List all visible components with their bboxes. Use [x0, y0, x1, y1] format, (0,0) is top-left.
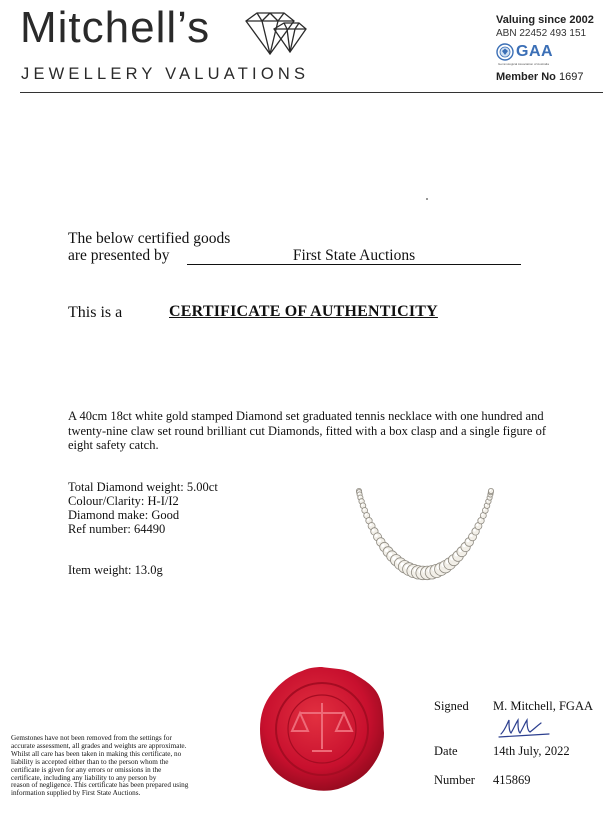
speck: [426, 198, 428, 200]
member-number: [496, 71, 596, 84]
wax-seal-icon: [258, 665, 386, 793]
stone-highlight: [476, 524, 478, 526]
disclaimer: [11, 735, 236, 798]
necklace-stones: [356, 488, 493, 579]
stone-highlight: [381, 544, 384, 547]
presenter-name: First State Auctions: [187, 247, 521, 265]
item-description: A 40cm 18ct white gold stamped Diamond set graduated tennis necklace with one hundred and twenty-nine claw set round brilliant cut Diamonds, fitted with a box clasp and a single figure of eight safety catch.: [68, 409, 547, 452]
signed-value: M. Mitchell, FGAA: [493, 699, 593, 713]
disclaimer-line: accurate assessment, all grades and weights are approximate.: [11, 741, 187, 750]
member-label: Member No: [496, 71, 556, 83]
date-label: Date: [434, 744, 458, 758]
stone-highlight: [483, 509, 485, 511]
gaa-emblem-icon: [496, 43, 514, 61]
stone-highlight: [369, 524, 371, 526]
member-value: 1697: [558, 71, 584, 83]
item-weight: Item weight: 13.0g: [68, 563, 163, 577]
stone-highlight: [470, 534, 473, 537]
stone-highlight: [359, 496, 361, 498]
disclaimer-line: Gemstones have not been removed from the settings for: [11, 734, 172, 742]
presented-by-label: are presented by: [68, 247, 170, 264]
colour-clarity: Colour/Clarity: H-I/I2: [68, 494, 179, 508]
number-value: 415869: [493, 773, 531, 787]
certified-goods-line: The below certified goods: [68, 230, 231, 247]
valuing-since: Valuing since 2002: [496, 14, 594, 26]
gaa-tagline: Gemmological Association of Australia: [498, 62, 549, 66]
disclaimer-line: information supplied by First State Auctions.: [11, 789, 141, 798]
brand-subtitle: JEWELLERY VALUATIONS: [21, 65, 310, 83]
number-label: Number: [434, 773, 475, 787]
stone-highlight: [466, 539, 469, 542]
diamond-logo-icon: [244, 12, 308, 56]
stone-highlight: [360, 500, 362, 502]
stone-highlight: [481, 513, 483, 515]
stone-highlight: [358, 493, 360, 495]
diamond-make: Diamond make: Good: [68, 508, 180, 522]
stone-highlight: [361, 504, 363, 506]
gaa-logo-text: GAA: [516, 43, 554, 60]
necklace-photo: [345, 485, 505, 590]
gaa-logo: [496, 42, 596, 68]
disclaimer-line: liability is accepted either than to the person whom the: [11, 757, 169, 766]
necklace-stone: [488, 488, 493, 493]
disclaimer-line: certificate is given for any errors or omissions in the: [11, 765, 162, 774]
disclaimer-line: reason of negligence. This certificate has been prepared using: [11, 781, 189, 790]
item-details: [68, 480, 218, 536]
header-info: [496, 14, 596, 84]
stone-highlight: [485, 504, 487, 506]
brand-name: Mitchell’s: [20, 3, 211, 52]
disclaimer-line: certificate, including any liability to any person by: [11, 773, 157, 782]
stone-highlight: [365, 513, 367, 515]
stone-highlight: [473, 529, 476, 532]
this-is-label: This is a: [68, 304, 123, 321]
stone-highlight: [372, 529, 375, 532]
total-diamond-weight: Total Diamond weight: 5.00ct: [68, 480, 218, 494]
stone-highlight: [375, 534, 378, 537]
stone-highlight: [479, 519, 481, 521]
stone-highlight: [389, 553, 393, 557]
stone-highlight: [367, 519, 369, 521]
signature-mark: [497, 716, 557, 740]
header-divider: [20, 92, 603, 93]
stone-highlight: [489, 489, 491, 491]
disclaimer-line: Whilst all care has been taken in making this certificate, no: [11, 749, 182, 758]
stone-highlight: [385, 549, 388, 552]
stone-highlight: [363, 509, 365, 511]
ref-number: Ref number: 64490: [68, 522, 166, 536]
stone-highlight: [378, 539, 381, 542]
abn-number: ABN 22452 493 151: [496, 28, 587, 39]
signed-label: Signed: [434, 699, 469, 713]
date-value: 14th July, 2022: [493, 744, 570, 758]
certificate-title: CERTIFICATE OF AUTHENTICITY: [169, 303, 438, 320]
